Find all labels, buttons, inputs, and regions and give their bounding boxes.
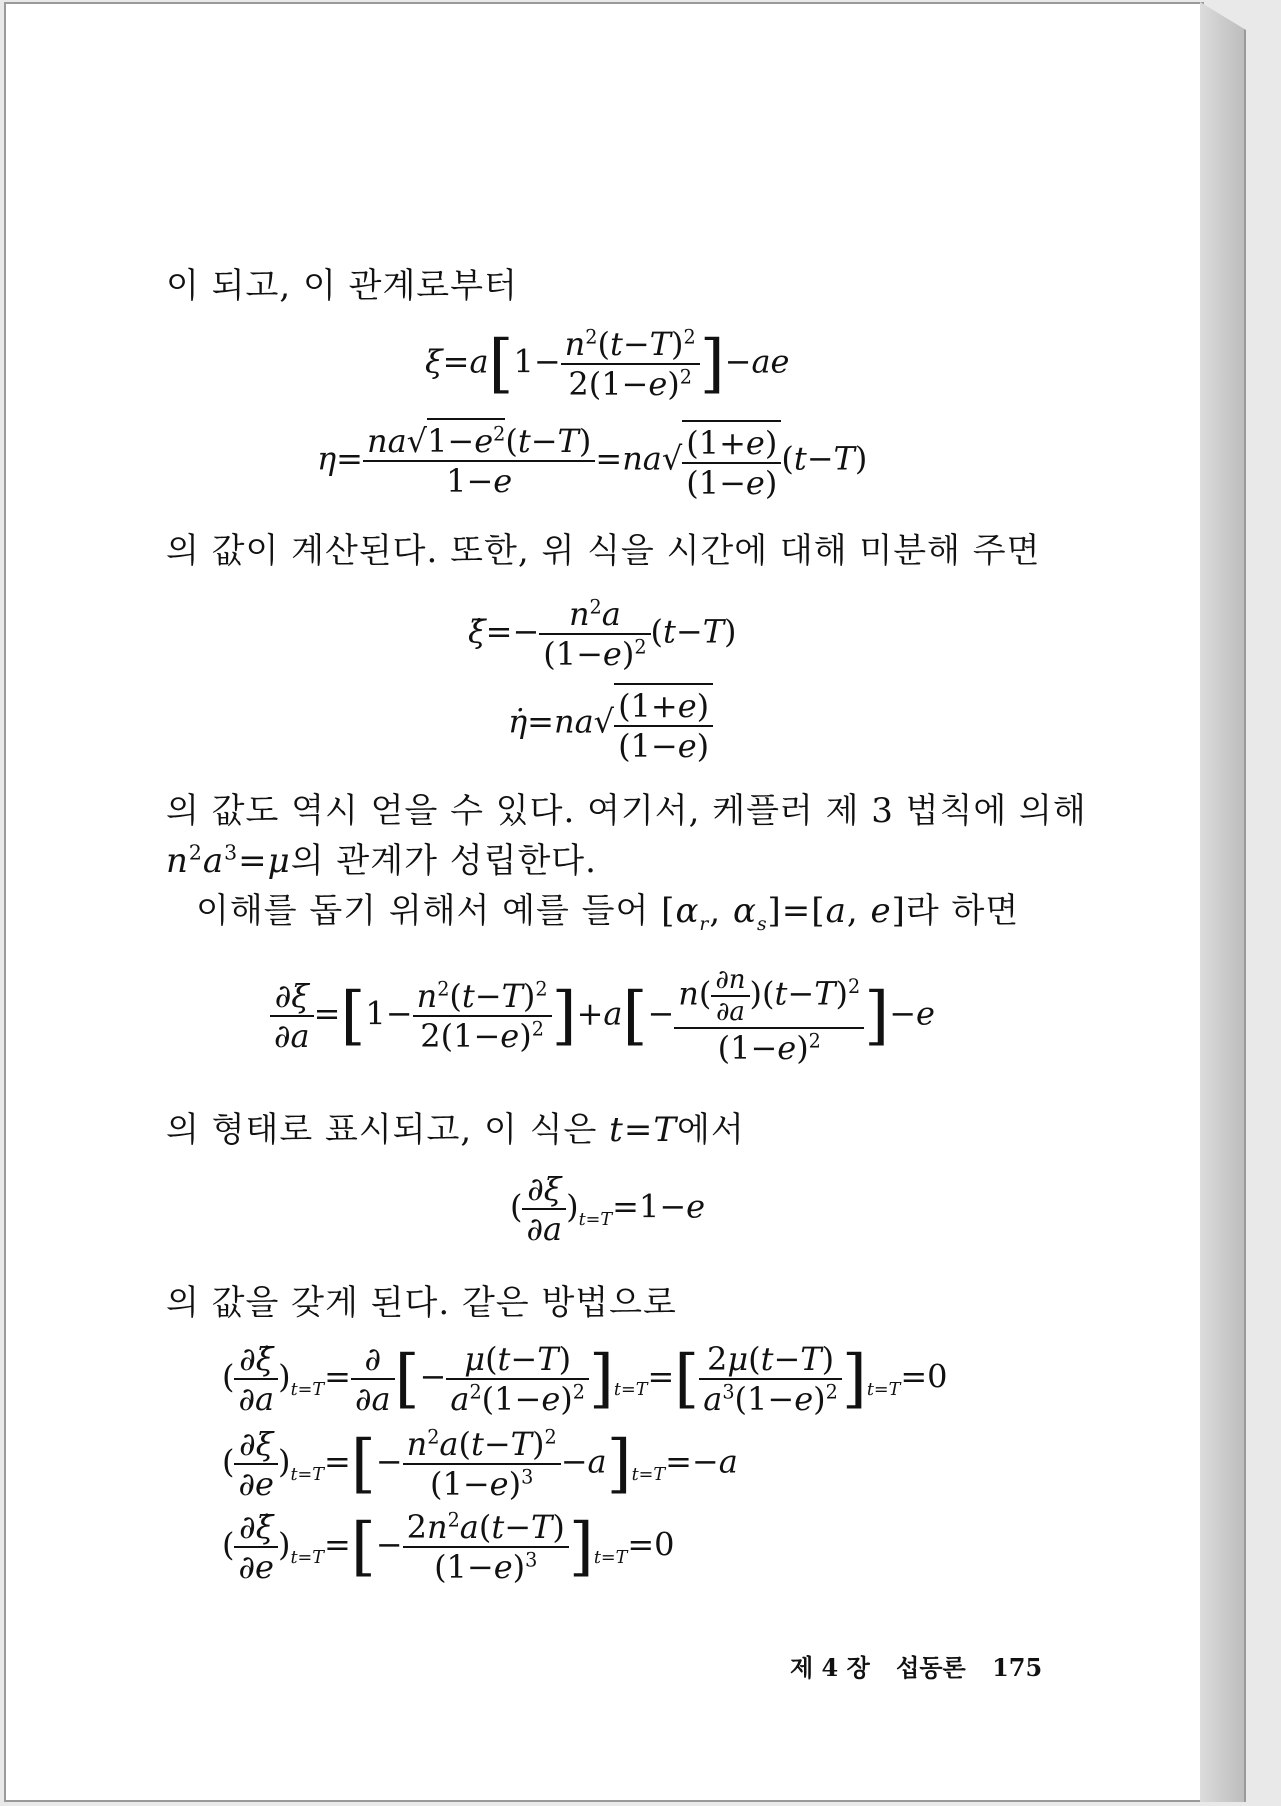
- page-stack-edge: [1200, 2, 1246, 1802]
- text-line-4: $n^2a^3=\mu$의 관계가 성립한다.: [166, 840, 597, 881]
- footer-chapter: 제 4 장: [790, 1653, 870, 1682]
- equation-eta: η= $\frac{na√1-e^2(t-T)}{1-e}$ =na√ $\frac{(1+e)}{(1-e)}$ (t−T): [317, 420, 867, 502]
- text-line-3: 의 값도 역시 얻을 수 있다. 여기서, 케플러 제 3 법칙에 의해: [166, 791, 1087, 831]
- text-line-6-suffix: 에서: [677, 1110, 745, 1150]
- footer-title: 섭동론: [896, 1653, 966, 1682]
- equation-dxi-de: ( $\frac{\partial\xi}{\partial e}$ )$_{t=T}=[-$ $\frac{n^2a(t-T)^2}{(1-e)^3}$ $-a]_{t=T}=-a$: [222, 1425, 738, 1503]
- equation-xi-dot: ξ̇=− $\frac{n^2a}{(1-e)^2}$ (t−T): [468, 595, 737, 673]
- equation-dxi-da-at-T: ( $\frac{\partial\xi}{\partial a}$ )$_{t=T}=1-e$: [510, 1170, 706, 1248]
- page-footer: [790, 1648, 1042, 1683]
- text-line-4-suffix: 의 관계가 성립한다.: [290, 841, 597, 881]
- equation-dxidot-de: ( $\frac{\partial\xi̇}{\partial e}$ )$_{t=T}=[-$ $\frac{2n^2a(t-T)}{(1-e)^3}$ ]$_{t=T}=0$: [222, 1508, 675, 1586]
- text-line-7: 의 값을 갖게 된다. 같은 방법으로: [166, 1283, 677, 1323]
- text-line-2: 의 값이 계산된다. 또한, 위 식을 시간에 대해 미분해 주면: [166, 531, 1041, 571]
- equation-eta-dot: η̇=na√ $\frac{(1+e)}{(1-e)}$: [508, 683, 713, 765]
- equation-dxidot-da: ( $\frac{\partial\xi̇}{\partial a}$ )$_{t=T}=$ $\frac{\partial}{\partial a}$ [− $\frac{\mu(t-T)}{a^2(1-e)^2}$ ]$_{t=T}=$[ $\frac{2\mu(t-T)}{a^3(1-e)^2}$ ]$_{t=T}=0$: [222, 1340, 948, 1418]
- page-number: 175: [992, 1653, 1043, 1682]
- text-line-5-suffix: 라 하면: [905, 891, 1020, 931]
- equation-xi: ξ=a[1− $\frac{n^2(t-T)^2}{2(1-e)^2}$ ]−ae: [425, 325, 790, 403]
- text-line-1: 이 되고, 이 관계로부터: [166, 266, 518, 306]
- text-line-5-prefix: 이해를 돕기 위해서 예를 들어: [196, 891, 650, 931]
- text-line-6-prefix: 의 형태로 표시되고, 이 식은: [166, 1110, 598, 1150]
- text-line-5: 이해를 돕기 위해서 예를 들어 [$\alpha_r$, $\alpha_s]=[a$, e]라 하면: [196, 891, 1020, 935]
- equation-dxi-da: $\frac{\partial\xi}{\partial a}$ =[1− $\frac{n^2(t-T)^2}{2(1-e)^2}$ ]+a[− n( $\frac{\partial n}{\partial a}$ )$(t-T)^2$ $(1-e)^2$ ]−e: [270, 965, 935, 1067]
- text-line-6: 의 형태로 표시되고, 이 식은 t=T에서: [166, 1110, 745, 1150]
